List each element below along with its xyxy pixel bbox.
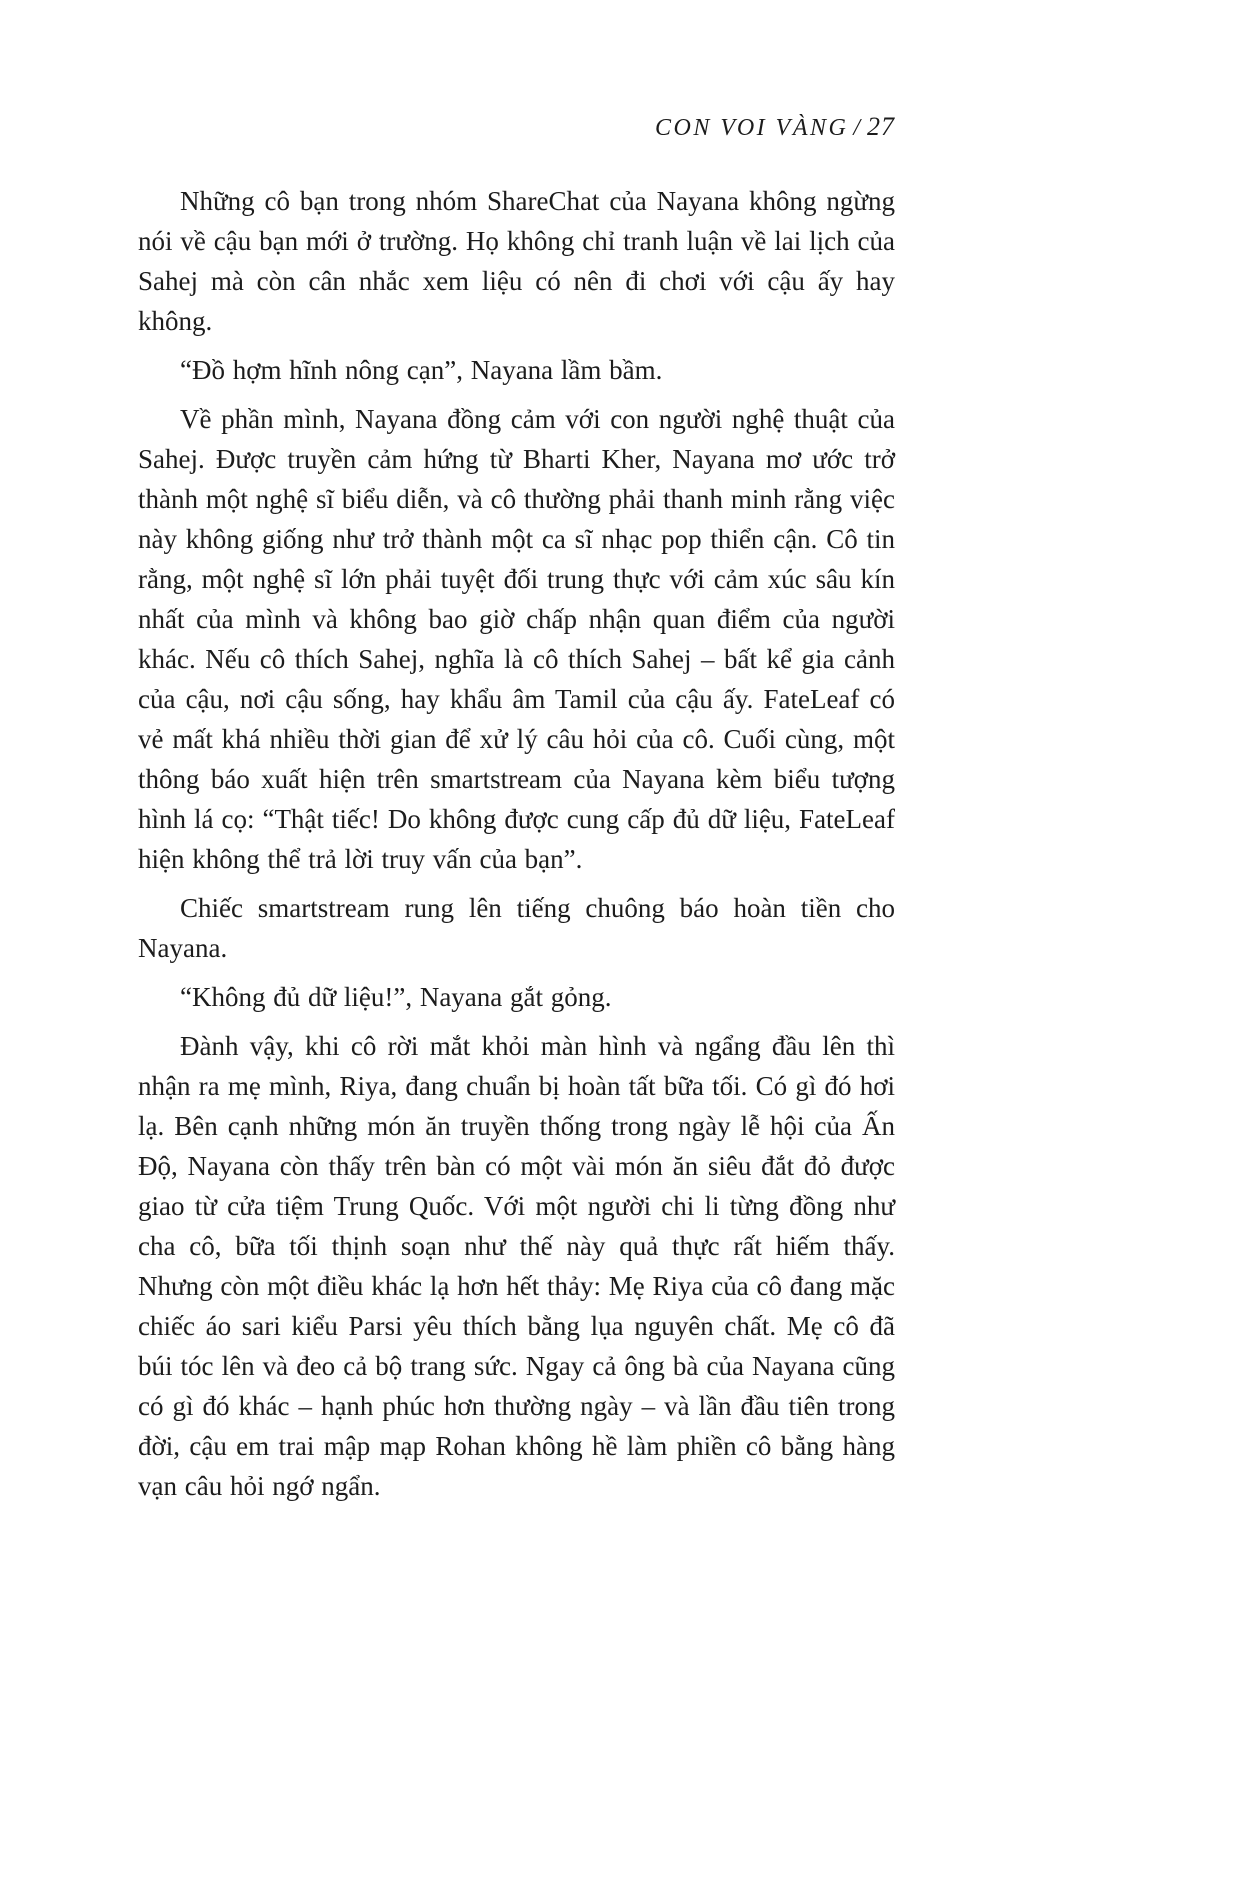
running-header xyxy=(138,112,895,143)
body-text xyxy=(138,181,895,1506)
paragraph: Những cô bạn trong nhóm ShareChat của Nayana không ngừng nói về cậu bạn mới ở trường. Họ không chỉ tranh luận về lai lịch của Sahej mà còn cân nhắc xem liệu có nên đi chơi với cậu ấy hay không. xyxy=(138,186,895,336)
paragraph: Chiếc smartstream rung lên tiếng chuông báo hoàn tiền cho Nayana. xyxy=(138,893,895,963)
header-separator: / xyxy=(853,115,860,141)
page-number: 27 xyxy=(867,112,895,141)
text-block xyxy=(138,112,895,1506)
paragraph: Đành vậy, khi cô rời mắt khỏi màn hình và ngẩng đầu lên thì nhận ra mẹ mình, Riya, đang chuẩn bị hoàn tất bữa tối. Có gì đó hơi lạ. Bên cạnh những món ăn truyền thống trong ngày lễ hội của Ấn Độ, Nayana còn thấy trên bàn có một vài món ăn siêu đắt đỏ được giao từ cửa tiệm Trung Quốc. Với một người chi li từng đồng như cha cô, bữa tối thịnh soạn như thế này quả thực rất hiếm thấy. Nhưng còn một điều khác lạ hơn hết thảy: Mẹ Riya của cô đang mặc chiếc áo sari kiểu Parsi yêu thích bằng lụa nguyên chất. Mẹ cô đã búi tóc lên và đeo cả bộ trang sức. Ngay cả ông bà của Nayana cũng có gì đó khác – hạnh phúc hơn thường ngày – và lần đầu tiên trong đời, cậu em trai mập mạp Rohan không hề làm phiền cô bằng hàng vạn câu hỏi ngớ ngẩn. xyxy=(138,1031,895,1501)
paragraph: “Không đủ dữ liệu!”, Nayana gắt gỏng. xyxy=(180,982,612,1012)
paragraph: Về phần mình, Nayana đồng cảm với con người nghệ thuật của Sahej. Được truyền cảm hứng từ Bharti Kher, Nayana mơ ước trở thành một nghệ sĩ biểu diễn, và cô thường phải thanh minh rằng việc này không giống như trở thành một ca sĩ nhạc pop thiển cận. Cô tin rằng, một nghệ sĩ lớn phải tuyệt đối trung thực với cảm xúc sâu kín nhất của mình và không bao giờ chấp nhận quan điểm của người khác. Nếu cô thích Sahej, nghĩa là cô thích Sahej – bất kể gia cảnh của cậu, nơi cậu sống, hay khẩu âm Tamil của cậu ấy. FateLeaf có vẻ mất khá nhiều thời gian để xử lý câu hỏi của cô. Cuối cùng, một thông báo xuất hiện trên smartstream của Nayana kèm biểu tượng hình lá cọ: “Thật tiếc! Do không được cung cấp đủ dữ liệu, FateLeaf hiện không thể trả lời truy vấn của bạn”. xyxy=(138,404,895,874)
book-title: CON VOI VÀNG xyxy=(655,115,849,141)
paragraph: “Đồ hợm hĩnh nông cạn”, Nayana lầm bầm. xyxy=(180,355,663,385)
